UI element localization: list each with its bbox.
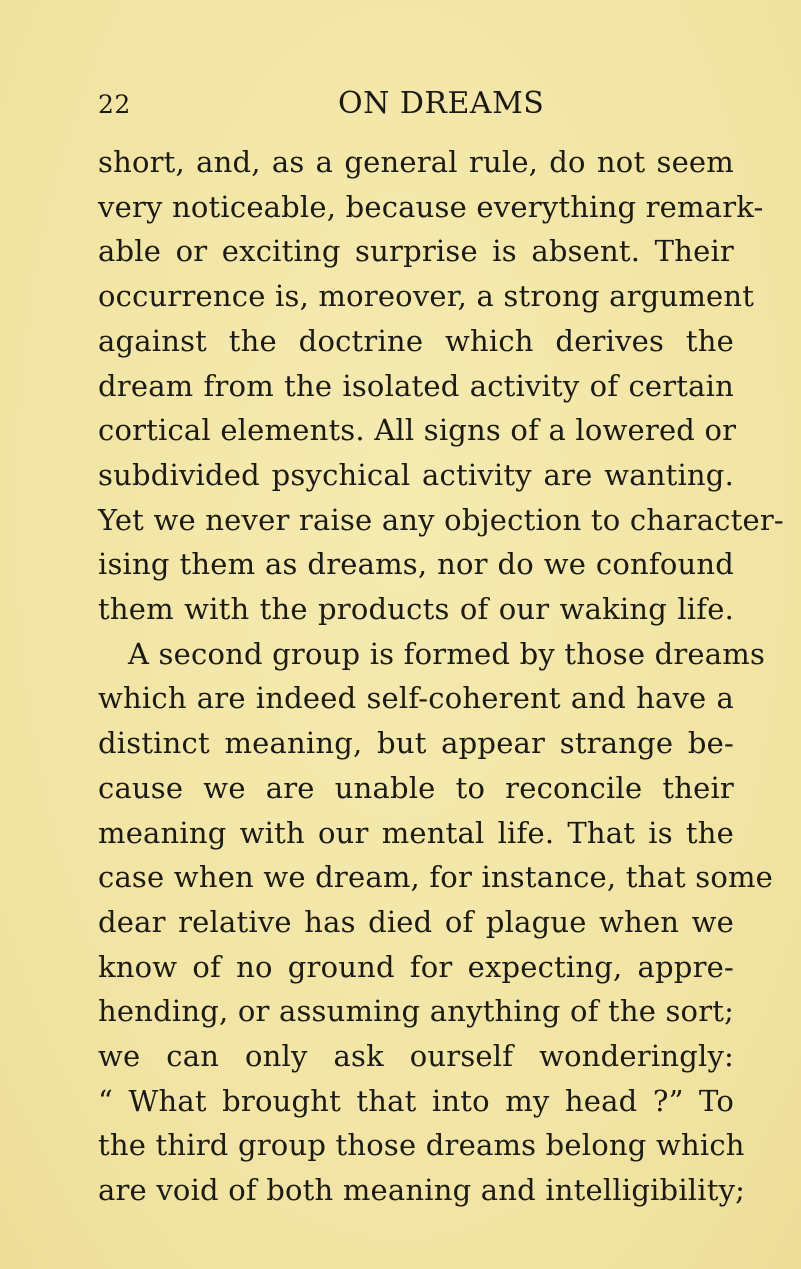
text-line: ising them as dreams, nor do we confound: [98, 547, 734, 582]
body-text: [98, 140, 784, 1213]
text-line: hending, or assuming anything of the sort;: [98, 994, 735, 1029]
text-line: dear relative has died of plague when we: [98, 904, 734, 939]
text-line: “ What brought that into my head ?” To: [98, 1083, 734, 1118]
page-header: [98, 86, 738, 126]
text-line: case when we dream, for instance, that some: [98, 860, 774, 895]
text-line: subdivided psychical activity are wanting.: [98, 457, 734, 492]
text-line: we can only ask ourself wonderingly:: [98, 1039, 734, 1074]
text-line: cortical elements. All signs of a lowered or: [98, 413, 737, 448]
running-title: ON DREAMS: [338, 86, 545, 121]
page-number: 22: [98, 90, 131, 119]
text-line: are void of both meaning and intelligibility;: [98, 1173, 746, 1208]
text-line: able or exciting surprise is absent. Their: [98, 234, 734, 269]
text-line: dream from the isolated activity of certain: [98, 368, 734, 403]
text-line: them with the products of our waking life.: [98, 592, 734, 627]
text-line: short, and, as a general rule, do not seem: [98, 145, 734, 179]
text-line: against the doctrine which derives the: [98, 323, 734, 358]
text-line: which are indeed self-coherent and have a: [98, 681, 734, 716]
text-line: occurrence is, moreover, a strong argument: [98, 279, 755, 314]
text-line: know of no ground for expecting, appre-: [98, 949, 734, 984]
text-line: Yet we never raise any objection to character-: [98, 502, 784, 537]
text-line: meaning with our mental life. That is the: [98, 815, 734, 850]
paragraph-start-line: A second group is formed by those dreams: [128, 636, 766, 671]
text-line: distinct meaning, but appear strange be-: [98, 726, 734, 761]
text-line: the third group those dreams belong which: [98, 1128, 745, 1163]
text-line: very noticeable, because everything remark-: [98, 189, 764, 224]
text-line: cause we are unable to reconcile their: [98, 770, 734, 805]
